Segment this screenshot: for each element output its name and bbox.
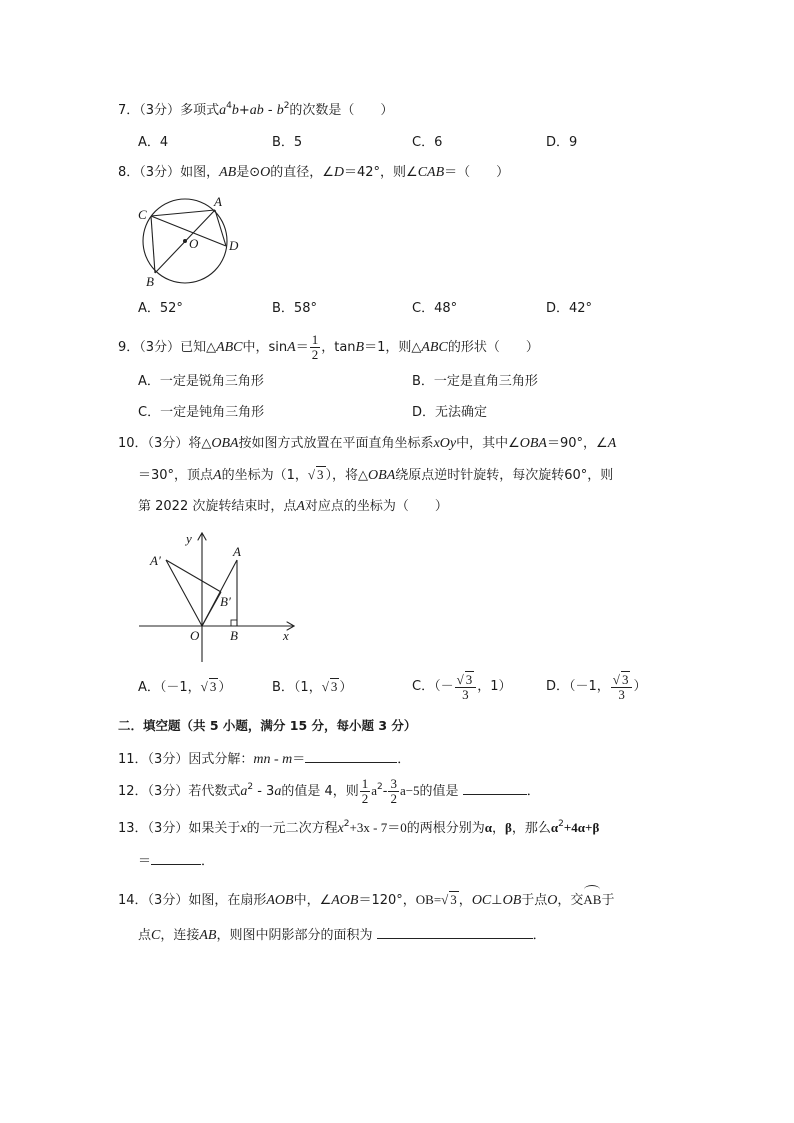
answer-blank[interactable] xyxy=(377,924,533,939)
label-o: O xyxy=(189,236,199,251)
fraction-root3-over-3: $\frac{√ 3}{3}$ xyxy=(455,671,477,702)
label-b: B xyxy=(146,274,154,289)
label-a: A xyxy=(233,544,241,559)
question-14-stem-line2: 点C，连接AB，则图中阴影部分的面积为 ． xyxy=(138,924,546,946)
question-10-stem-line3: 第 2022 次旋转结束时，点A对应点的坐标为（ ） xyxy=(138,499,448,514)
question-number: 11． xyxy=(118,752,148,767)
question-8-stem: 8．（3分）如图，AB是⊙O的直径，∠D＝42°，则∠CAB＝（ ） xyxy=(118,165,510,180)
answer-blank[interactable] xyxy=(463,780,527,795)
question-13-stem-line1: 13．（3分）如果关于x的一元二次方程$x^2+3x - 7=0$的两根分别为α，β，那么$\alpha^2+4\alpha+\beta$ xyxy=(118,819,600,836)
chord-ca xyxy=(151,210,215,216)
question-number: 8． xyxy=(118,165,140,180)
right-angle-mark xyxy=(231,620,237,626)
coordinate-figure xyxy=(133,530,303,670)
label-x: x xyxy=(283,628,289,643)
label-d: D xyxy=(229,238,239,253)
option-d[interactable]: D．（－1， $\frac{√ 3}{3}$ ） xyxy=(546,672,647,702)
label-a-prime: A′ xyxy=(150,553,161,568)
label-a: A xyxy=(214,194,222,209)
fraction-root3-over-3: $\frac{√ 3}{3}$ xyxy=(611,671,633,702)
question-12-stem: 12．（3分）若代数式$a^2 - 3a$的值是 4，则 $\frac{1}{2}$ $a^2-$ $\frac{3}{2}$ a−5的值是 ． xyxy=(118,776,540,806)
question-11-stem: 11．（3分）因式分解：mn - m＝ ． xyxy=(118,748,410,770)
fraction-one-half: $\frac{1}{2}$ xyxy=(361,776,369,806)
option-a[interactable]: A．52° xyxy=(138,301,183,316)
label-b-prime: B′ xyxy=(220,594,231,609)
option-c[interactable]: C．6 xyxy=(412,135,443,150)
circle-figure xyxy=(130,192,270,292)
question-number: 7． xyxy=(118,103,140,118)
option-d[interactable]: D．无法确定 xyxy=(412,405,488,420)
arc-ab: AB xyxy=(583,890,601,910)
chord-ad xyxy=(215,210,226,246)
option-b[interactable]: B．58° xyxy=(272,301,317,316)
question-10-stem-line2: ＝30°，顶点A的坐标为（1，√ 3 ），将△OBA绕原点逆时针旋转，每次旋转60°，则 xyxy=(138,467,614,483)
option-b[interactable]: B．一定是直角三角形 xyxy=(412,374,538,389)
question-number: 12． xyxy=(118,784,148,799)
answer-blank[interactable] xyxy=(305,748,397,763)
answer-blank[interactable] xyxy=(151,850,201,865)
option-d[interactable]: D．9 xyxy=(546,135,578,150)
fraction-three-halves: $\frac{3}{2}$ xyxy=(390,776,397,806)
option-c[interactable]: C．一定是钝角三角形 xyxy=(138,405,265,420)
fraction-one-half: $\frac{1}{2}$ xyxy=(311,332,319,362)
option-b[interactable]: B．5 xyxy=(272,135,303,150)
option-c[interactable]: C．48° xyxy=(412,301,458,316)
label-o: O xyxy=(190,628,200,643)
question-number: 9． xyxy=(118,340,140,355)
question-13-stem-line2: ＝ ． xyxy=(138,850,214,872)
chord-cb xyxy=(151,216,155,273)
segment-ob-prime xyxy=(202,592,221,626)
option-d[interactable]: D．42° xyxy=(546,301,593,316)
label-b: B xyxy=(230,628,238,643)
question-10-stem-line1: 10．（3分）将△OBA按如图方式放置在平面直角坐标系xOy中，其中∠OBA＝90°，∠A xyxy=(118,436,617,451)
section-heading: 二．填空题（共 5 小题，满分 15 分，每小题 3 分） xyxy=(118,718,417,733)
question-9-stem: 9．（3分）已知△ABC中，sinA＝ $\frac{1}{2}$ ，tanB＝1，则△ABC的形状（ ） xyxy=(118,332,539,362)
center-point xyxy=(183,239,187,243)
option-c[interactable]: C．（－ $\frac{√ 3}{3}$ ，1） xyxy=(412,672,512,702)
question-14-stem-line1: 14．（3分）如图，在扇形AOB中，∠AOB＝120°，OB=√ 3 ，OC⊥OB于点O，交AB于 xyxy=(118,892,615,908)
option-a[interactable]: A．一定是锐角三角形 xyxy=(138,374,264,389)
question-7-stem: 7．（3分）多项式$a^4b+ab - b^2$的次数是（ ） xyxy=(118,101,394,118)
question-number: 10． xyxy=(118,436,148,451)
question-number: 13． xyxy=(118,821,148,836)
option-a[interactable]: A．（－1，√ 3 ） xyxy=(138,679,232,695)
option-a[interactable]: A．4 xyxy=(138,135,169,150)
label-c: C xyxy=(138,207,147,222)
label-y: y xyxy=(186,531,192,546)
question-number: 14． xyxy=(118,893,148,908)
option-b[interactable]: B．（1，√ 3 ） xyxy=(272,679,353,695)
